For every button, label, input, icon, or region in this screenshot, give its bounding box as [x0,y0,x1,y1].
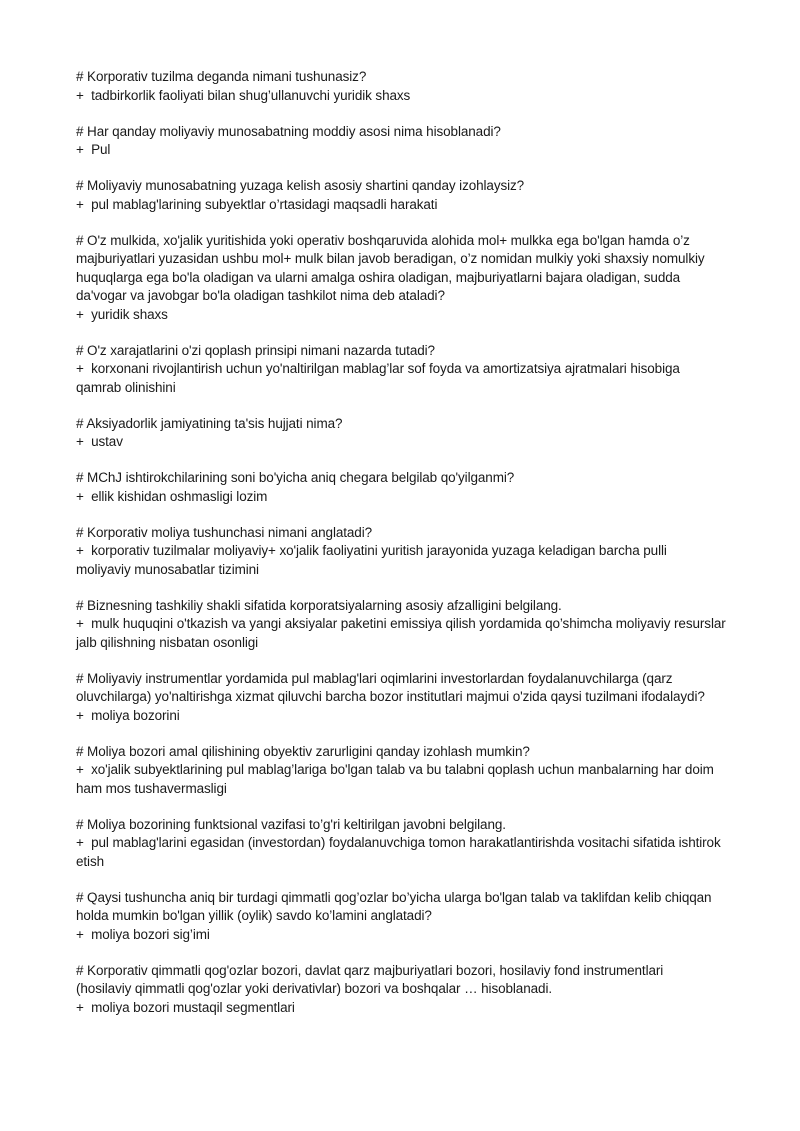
answer-line: + yuridik shaxs [76,306,168,322]
question-line: # Moliya bozori amal qilishining obyektiv zarurligini qanday izohlash mumkin? [76,743,530,759]
question-line: # Qaysi tushuncha aniq bir turdagi qimmatli qog’ozlar bo’yicha ularga bo'lgan talab va taklifdan kelib chiqqan [76,889,712,905]
answer-line: + moliya bozorini [76,707,180,723]
question-line: da'vogar va javobgar bo'la oladigan tashkilot nima deb ataladi? [76,288,445,303]
answer-line: + ellik kishidan oshmasligi lozim [76,488,268,504]
answer-line: jalb qilishning nisbatan osonligi [76,634,259,650]
answer-line: + Pul [76,142,111,157]
question-line: # Biznesning tashkiliy shakli sifatida korporatsiyalarning asosiy afzalligini belgilang. [76,597,562,613]
question-line: (hosilaviy qimmatli qog'ozlar yoki derivativlar) bozori va boshqalar … hisoblanadi. [76,981,552,996]
answer-line: etish [76,853,105,869]
question-line: huquqlarga ega bo'la oladigan va ularni amalga oshira oladigan, majburiyatlarni bajara oladigan, sudda [76,269,681,285]
qa-pair [76,597,780,653]
answer-line: + pul mablag'larining subyektlar o’rtasidagi maqsadli harakati [76,196,438,212]
answer-line: qamrab olinishini [76,379,176,395]
qa-pair [76,889,780,945]
answer-line: + tadbirkorlik faoliyati bilan shug’ullanuvchi yuridik shaxs [76,87,411,103]
answer-line: + moliya bozori sig’imi [76,926,210,942]
answer-line: + xo'jalik subyektlarining pul mablag’lariga bo'lgan talab va bu talabni qoplash uchun manbalarning har doim [76,762,714,777]
question-line: # Aksiyadorlik jamiyatining ta'sis hujjati nima? [76,415,343,431]
question-line: oluvchilarga) yo'naltirishga xizmat qiluvchi barcha bozor institutlari majmui o'zida qaysi tuzilmani ifodalaydi? [76,689,705,704]
qa-pair [76,469,780,506]
qa-list [76,68,780,1017]
qa-pair [76,232,780,325]
question-line: majburiyatlari yuzasidan ushbu mol+ mulk bilan javob beradigan, o’z nomidan mulkiy yoki shaxsiy nomulkiy [76,251,705,266]
qa-pair [76,962,780,1018]
answer-line: + korxonani rivojlantirish uchun yo'naltirilgan mablag’lar sof foyda va amortizatsiya ajratmalari hisobiga [76,361,680,376]
question-line: # Korporativ qimmatli qog'ozlar bozori, davlat qarz majburiyatlari bozori, hosilaviy fond instrumentlari [76,962,664,978]
answer-line: + pul mablag'larini egasidan (investordan) foydalanuvchiga tomon harakatlantirishda vositachi sifatida ishtirok [76,835,721,850]
question-line: # Moliyaviy instrumentlar yordamida pul mablag'lari oqimlarini investorlardan foydalanuvchilarga (qarz [76,670,673,686]
answer-line: + ustav [76,434,123,449]
answer-line: + mulk huquqini o'tkazish va yangi aksiyalar paketini emissiya qilish yordamida qo’shimcha moliyaviy resurslar [76,616,726,631]
qa-pair [76,177,780,214]
question-line: # Har qanday moliyaviy munosabatning moddiy asosi nima hisoblanadi? [76,123,501,139]
qa-pair [76,342,780,398]
qa-pair [76,816,780,872]
answer-line: ham mos tushavermasligi [76,780,227,796]
question-line: holda mumkin bo'lgan yillik (oylik) savdo ko’lamini anglatadi? [76,908,432,923]
qa-pair [76,415,780,452]
qa-pair [76,670,780,726]
answer-line: moliyaviy munosabatlar tizimini [76,561,259,577]
qa-pair [76,743,780,799]
answer-line: + moliya bozori mustaqil segmentlari [76,999,295,1015]
qa-pair [76,68,780,105]
question-line: # Korporativ tuzilma deganda nimani tushunasiz? [76,69,367,84]
question-line: # Moliyaviy munosabatning yuzaga kelish asosiy shartini qanday izohlaysiz? [76,178,525,193]
question-line: # O'z mulkida, xo'jalik yuritishida yoki operativ boshqaruvida alohida mol+ mulkka ega bo'lgan hamda o’z [76,232,690,248]
qa-pair [76,123,780,160]
question-line: # Korporativ moliya tushunchasi nimani anglatadi? [76,524,373,540]
answer-line: + korporativ tuzilmalar moliyaviy+ xo'jalik faoliyatini yuritish jarayonida yuzaga keladigan barcha pulli [76,543,667,558]
question-line: # MChJ ishtirokchilarining soni bo'yicha aniq chegara belgilab qo'yilganmi? [76,470,515,485]
question-line: # Moliya bozorining funktsional vazifasi to’g'ri keltirilgan javobni belgilang. [76,816,506,832]
qa-pair [76,524,780,580]
question-line: # O'z xarajatlarini o'zi qoplash prinsipi nimani nazarda tutadi? [76,342,435,358]
